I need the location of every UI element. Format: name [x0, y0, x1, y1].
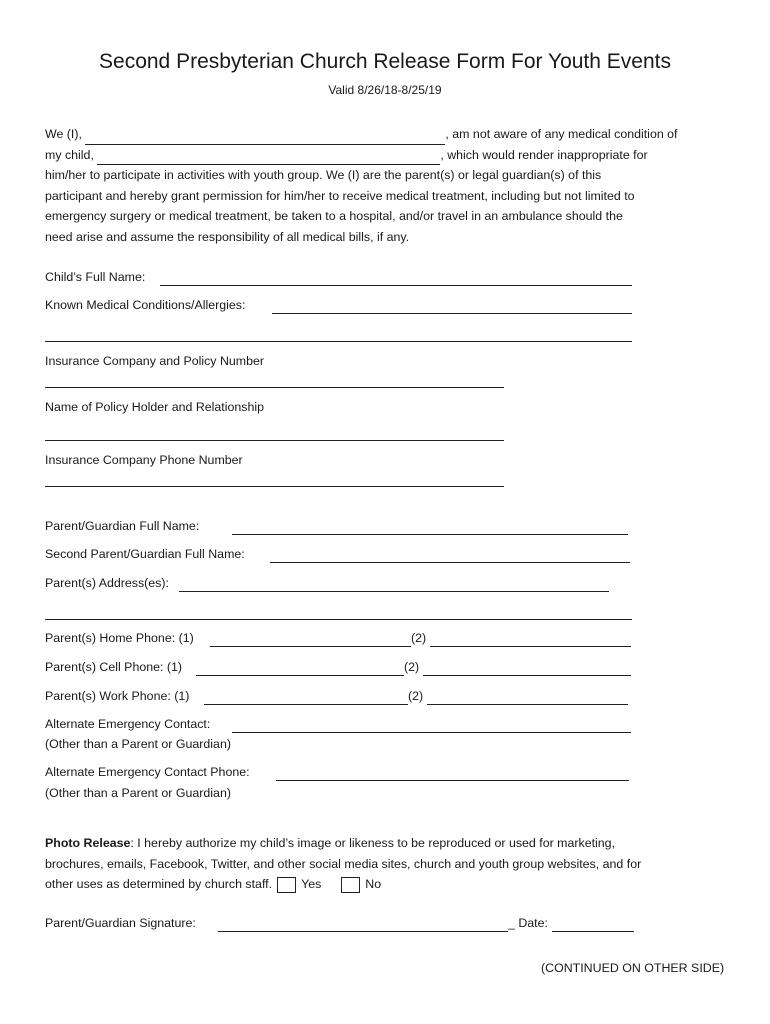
parent-name-blank[interactable] — [85, 130, 445, 145]
alt-phone-note: (Other than a Parent or Guardian) — [45, 786, 231, 800]
cell-phone-label: Parent(s) Cell Phone: (1) — [45, 660, 183, 674]
intro-text: , am not aware of any medical condition of — [445, 127, 678, 141]
work-phone-2-field[interactable] — [427, 704, 628, 705]
insurance-phone-field[interactable] — [45, 486, 504, 487]
intro-paragraph — [45, 124, 678, 247]
date-label: _ Date: — [508, 916, 548, 930]
address-field[interactable] — [179, 591, 609, 592]
work-phone-2-label: (2) — [408, 689, 424, 703]
date-field[interactable] — [552, 931, 634, 932]
insurance-label: Insurance Company and Policy Number — [45, 354, 265, 368]
intro-text: need arise and assume the responsibility of all medical bills, if any. — [45, 229, 410, 244]
photo-release-paragraph — [45, 833, 641, 895]
intro-text: participant and hereby grant permission for him/her to receive medical treatment, including but not limited to — [45, 188, 635, 203]
continued-footer: (CONTINUED ON OTHER SIDE) — [541, 961, 725, 975]
child-name-field[interactable] — [160, 285, 632, 286]
cell-phone-2-label: (2) — [404, 660, 420, 674]
home-phone-2-field[interactable] — [430, 646, 631, 647]
work-phone-label: Parent(s) Work Phone: (1) — [45, 689, 190, 703]
yes-label: Yes — [301, 877, 322, 891]
photo-release-text: other uses as determined by church staff. — [45, 877, 273, 891]
conditions-field-line2[interactable] — [45, 341, 632, 342]
signature-label: Parent/Guardian Signature: — [45, 916, 196, 930]
work-phone-1-field[interactable] — [204, 704, 408, 705]
photo-release-text: : I hereby authorize my child’s image or likeness to be reproduced or used for marketing, — [130, 836, 616, 850]
no-checkbox[interactable] — [341, 877, 360, 893]
alt-contact-field[interactable] — [232, 732, 631, 733]
home-phone-2-label: (2) — [411, 631, 427, 645]
alt-contact-note: (Other than a Parent or Guardian) — [45, 737, 231, 751]
alt-phone-field[interactable] — [276, 780, 629, 781]
second-parent-field[interactable] — [270, 562, 630, 563]
address-field-line2[interactable] — [45, 619, 632, 620]
signature-field[interactable] — [218, 931, 508, 932]
cell-phone-1-field[interactable] — [196, 675, 404, 676]
photo-release-text: brochures, emails, Facebook, Twitter, and other social media sites, church and youth group websites, and for — [45, 856, 642, 871]
alt-phone-label: Alternate Emergency Contact Phone: — [45, 765, 250, 779]
form-subtitle: Valid 8/26/18-8/25/19 — [328, 83, 442, 97]
intro-text: him/her to participate in activities with youth group. We (I) are the parent(s) or legal guardian(s) of this — [45, 168, 602, 182]
child-name-label: Child’s Full Name: — [45, 270, 146, 284]
policy-holder-field[interactable] — [45, 440, 504, 441]
address-label: Parent(s) Address(es): — [45, 576, 169, 590]
photo-release-heading: Photo Release — [45, 836, 131, 850]
insurance-field[interactable] — [45, 387, 504, 388]
intro-text: , which would render inappropriate for — [440, 147, 648, 162]
parent-name-label: Parent/Guardian Full Name: — [45, 519, 200, 533]
alt-contact-label: Alternate Emergency Contact: — [45, 717, 211, 731]
no-label: No — [365, 877, 382, 891]
home-phone-1-field[interactable] — [210, 646, 411, 647]
conditions-field[interactable] — [272, 313, 632, 314]
form-title: Second Presbyterian Church Release Form For Youth Events — [99, 50, 671, 73]
yes-checkbox[interactable] — [277, 877, 296, 893]
parent-name-field[interactable] — [232, 534, 628, 535]
child-name-blank[interactable] — [97, 150, 440, 165]
cell-phone-2-field[interactable] — [423, 675, 631, 676]
home-phone-label: Parent(s) Home Phone: (1) — [45, 631, 194, 645]
intro-text: emergency surgery or medical treatment, be taken to a hospital, and/or travel in an ambulance should the — [45, 209, 623, 223]
intro-text: We (I), — [45, 127, 86, 141]
insurance-phone-label: Insurance Company Phone Number — [45, 453, 243, 467]
conditions-label: Known Medical Conditions/Allergies: — [45, 298, 246, 312]
intro-text: my child, — [45, 147, 98, 162]
second-parent-label: Second Parent/Guardian Full Name: — [45, 547, 245, 561]
policy-holder-label: Name of Policy Holder and Relationship — [45, 400, 265, 414]
